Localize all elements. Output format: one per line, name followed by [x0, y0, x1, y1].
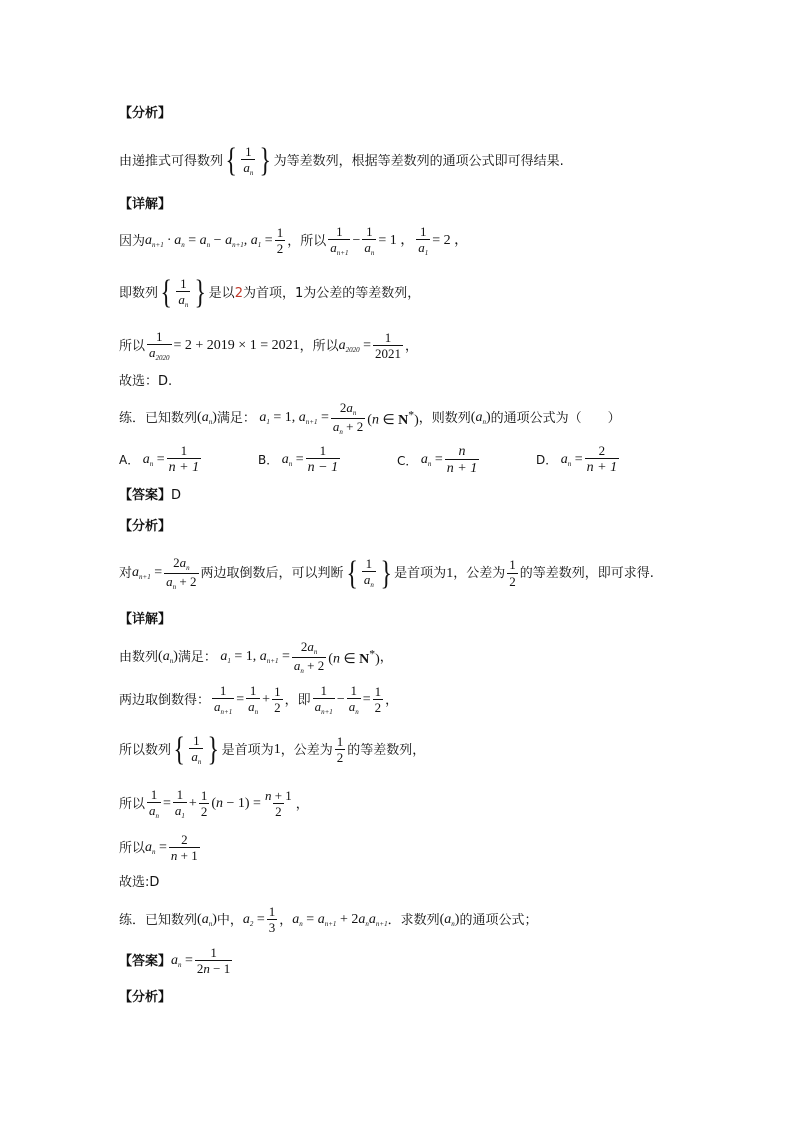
detail-line-1: 因为 $a_{n+1} \cdot a_n = a_n - a_{n+1}$, $a_1$ = $\frac{1}{2}$ ，所以 $\frac{1}{a_{n+1}}$ − $\frac{1}{a_n}$ = 1 ， $\frac{1}{a_1}$ = 2 ，	[119, 224, 469, 258]
detail-2-line-3: 所以数列 { $\frac{1}{a_n}$ } 是首项为 1 ，公差为 $\frac{1}{2}$ 的等差数列，	[119, 731, 426, 768]
analysis-heading-3: 【分析】	[119, 990, 172, 1005]
detail-line-3: 所以 $\frac{1}{a_{2020}}$ = 2 + 2019 × 1 = 2021 ，所以 $a_{2020}$ = $\frac{1}{2021}$ ，	[119, 329, 419, 363]
analysis-heading-2: 【分析】	[119, 519, 172, 534]
answer-3: 【答案】 $a_n$ = $\frac{1}{2n - 1}$	[119, 945, 231, 977]
conclusion-2: 故选:D	[119, 875, 160, 890]
option-b[interactable]: B． $a_n$ = $\frac{1}{n - 1}$	[258, 443, 339, 476]
analysis-text: 由递推式可得数列 { $\frac{1}{a_n}$ } 为等差数列，根据等差数列的通项公式即可得结果.	[119, 142, 564, 179]
conclusion-1: 故选：D.	[119, 374, 173, 389]
option-d[interactable]: D． $a_n$ = $\frac{2}{n + 1}$	[536, 443, 618, 476]
detail-heading: 【详解】	[119, 197, 172, 212]
problem-2-stem: 练．已知数列 $(a_n)$ 满足： $a_1 = 1$, $a_{n+1}$ = $\frac{2a_n}{a_n + 2}$ (n ∈ N*) ，则数列 $(a_n)$ 的通项公式为（ ）	[119, 400, 621, 436]
detail-line-2: 即数列 { $\frac{1}{a_n}$ } 是以 2 为首项， 1 为公差的等差数列，	[119, 274, 421, 311]
option-c[interactable]: C． $a_n$ = $\frac{n}{n + 1}$	[397, 444, 478, 477]
answer-2: 【答案】D	[119, 488, 182, 503]
detail-2-line-1: 由数列 $(a_n)$ 满足： $a_1 = 1$, $a_{n+1}$ = $\frac{2a_n}{a_n + 2}$ (n ∈ N*) ，	[119, 639, 393, 675]
sequence-brace: { $\frac{1}{a_n}$ }	[225, 142, 272, 179]
problem-3-stem: 练．已知数列 $(a_n)$ 中， $a_2$ = $\frac{1}{3}$ ， $a_n = a_{n+1} + 2a_na_{n+1}$ ．求数列 $(a_n)$ 的通项公式；	[119, 904, 538, 936]
analysis-text-2: 对 $a_{n+1}$ = $\frac{2a_n}{a_n + 2}$ 两边取倒数后，可以判断 { $\frac{1}{a_n}$ } 是首项为 1 ，公差为 $\frac{1}{2}$ 的等差数列，即可求得.	[119, 554, 654, 592]
detail-heading-2: 【详解】	[119, 612, 172, 627]
detail-2-line-4: 所以 $\frac{1}{a_n}$ = $\frac{1}{a_1}$ + $\frac{1}{2}$ (n − 1) = $\frac{n + 1}{2}$ ，	[119, 787, 309, 821]
option-a[interactable]: A． $a_n$ = $\frac{1}{n + 1}$	[119, 443, 200, 476]
analysis-heading: 【分析】	[119, 106, 172, 121]
detail-2-line-2: 两边取倒数得： $\frac{1}{a_{n+1}}$ = $\frac{1}{a_n}$ + $\frac{1}{2}$ ，即 $\frac{1}{a_{n+1}}$ − $\frac{1}{a_n}$ = $\frac{1}{2}$ ，	[119, 683, 399, 717]
detail-2-line-5: 所以 $a_n$ = $\frac{2}{n + 1}$	[119, 832, 198, 864]
